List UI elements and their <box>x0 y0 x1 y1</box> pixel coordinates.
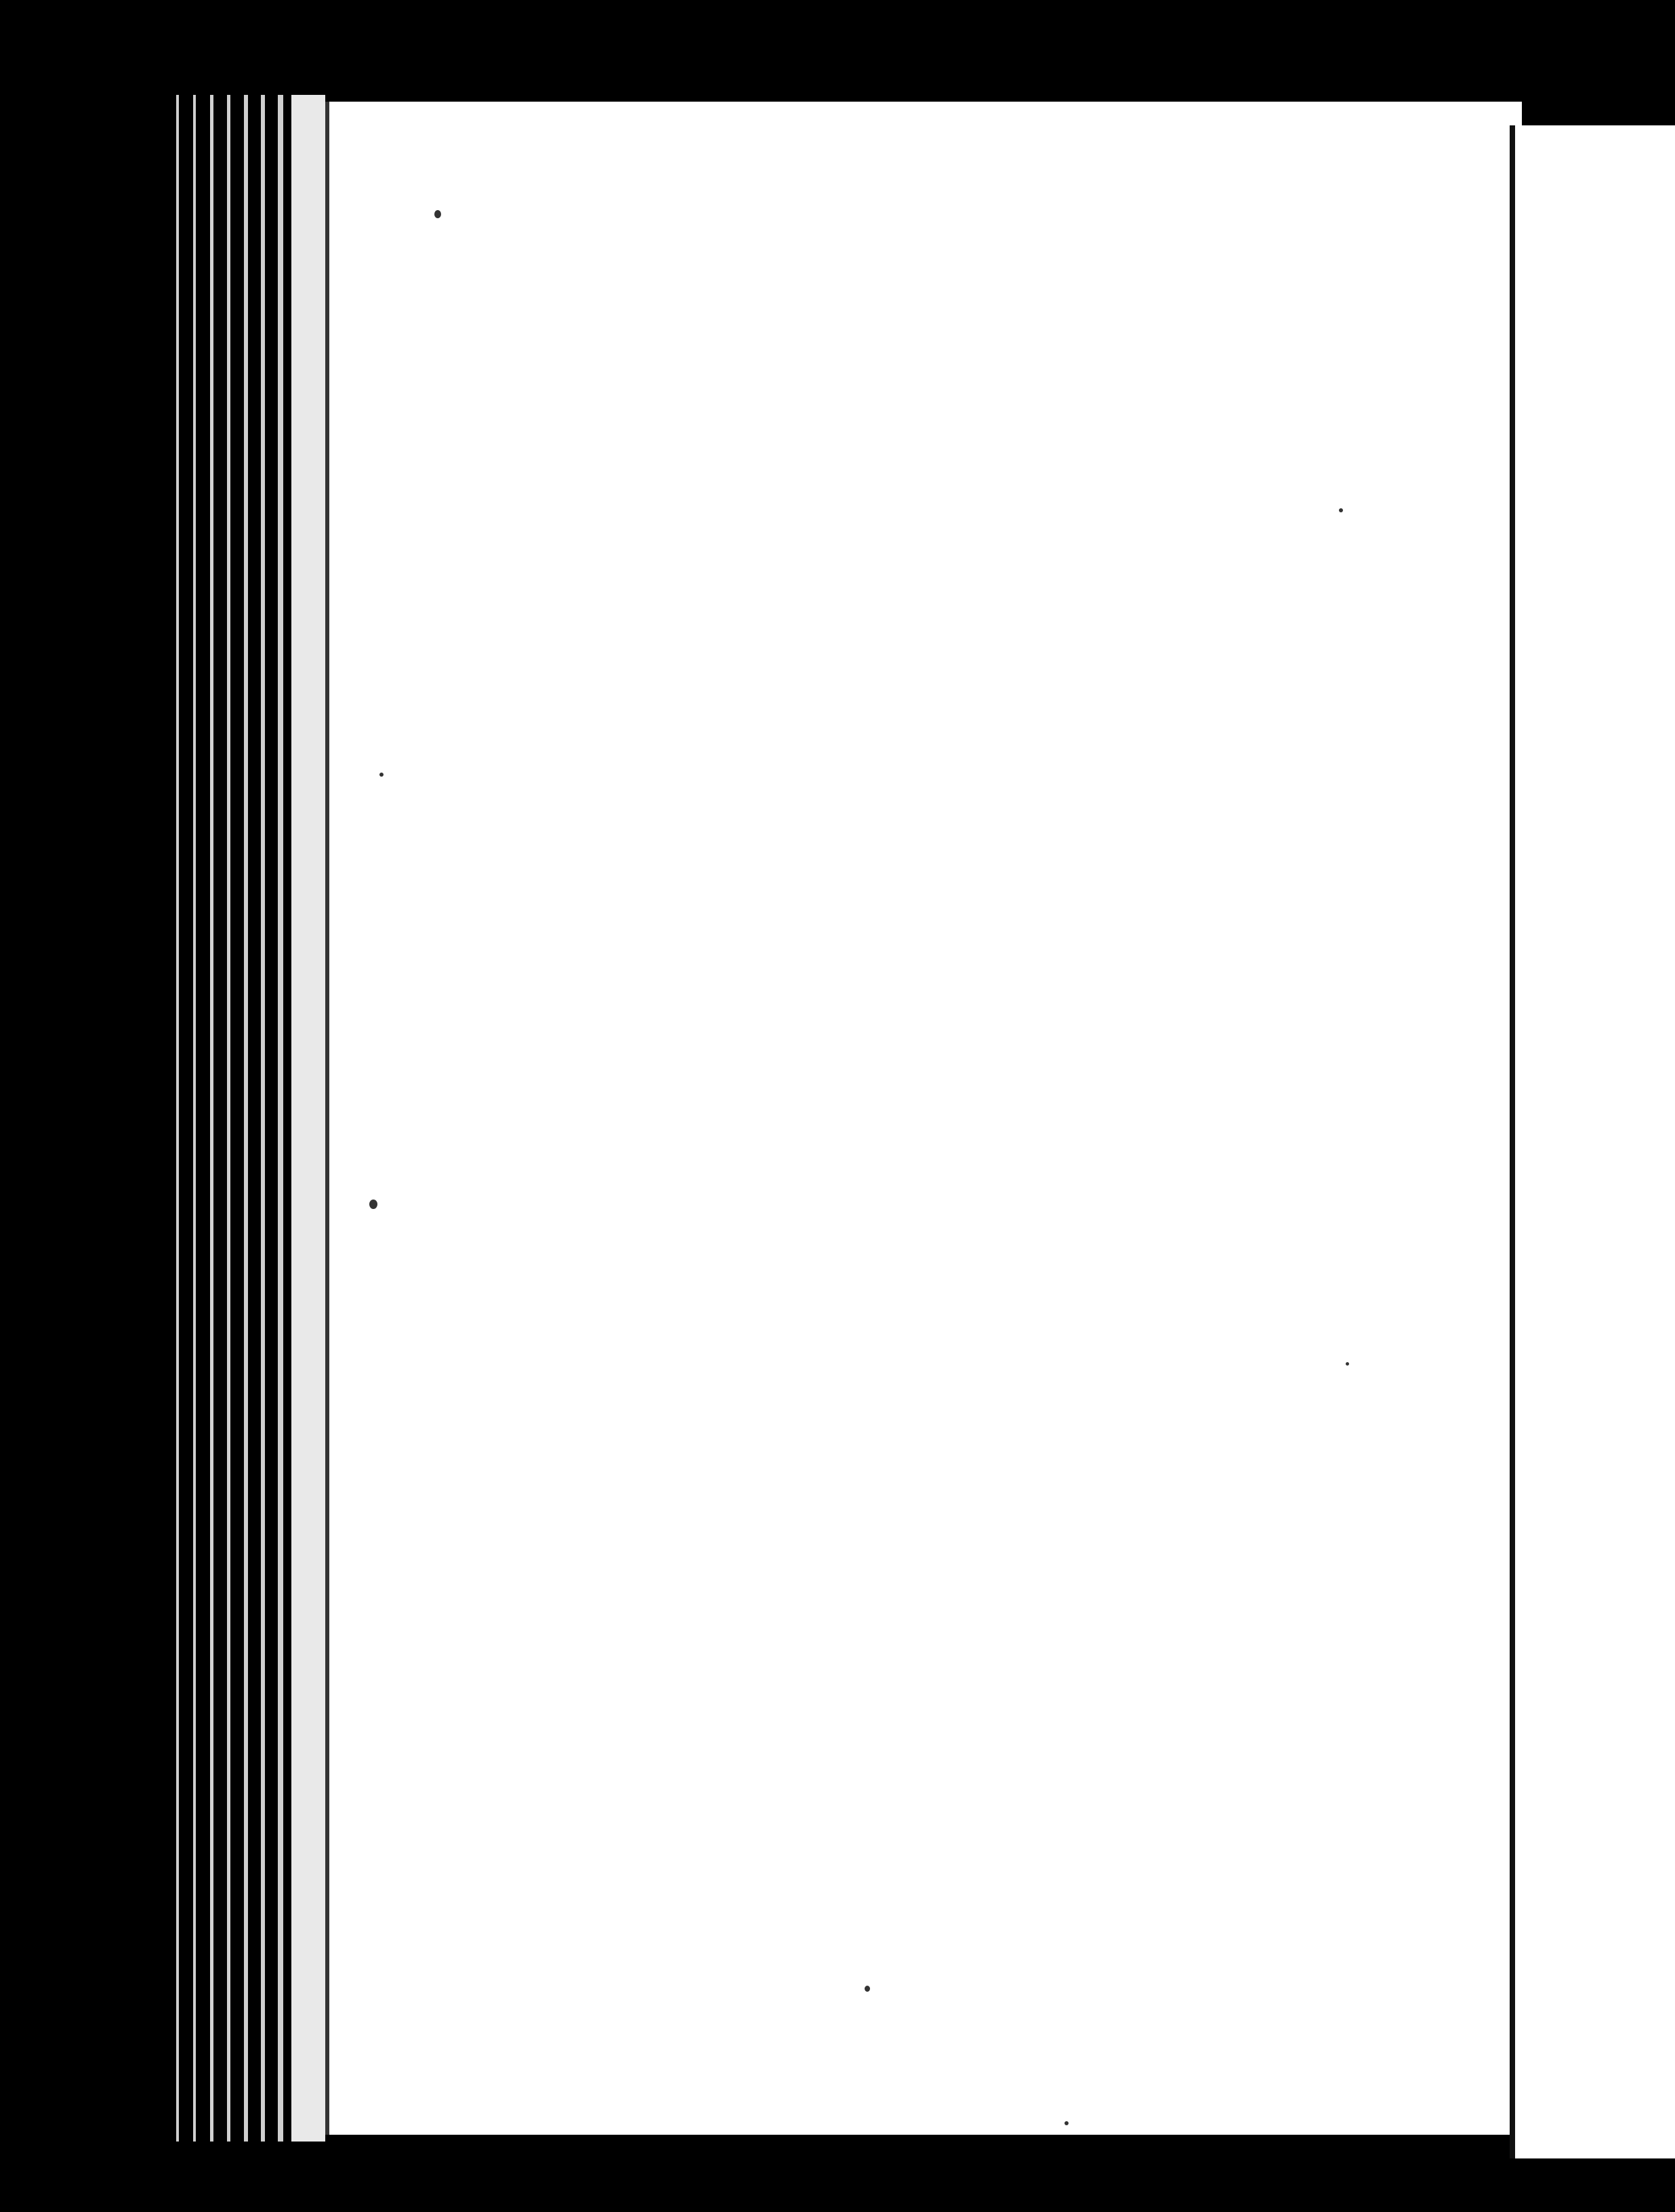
scan-speck <box>379 773 384 777</box>
scan-speck <box>865 1986 870 1992</box>
page-edge-line <box>261 95 265 2142</box>
page-edge-line <box>244 95 248 2142</box>
page-edges <box>163 95 318 2142</box>
scan-speck <box>369 1200 377 1209</box>
scan-speck <box>1346 1362 1349 1366</box>
page-edge-line <box>227 95 230 2142</box>
scan-speck <box>1339 508 1343 512</box>
book-page-right <box>1510 125 1675 2158</box>
scan-speck <box>434 210 441 218</box>
scan-speck <box>1064 2121 1069 2125</box>
page-edge-line <box>278 95 283 2142</box>
page-edge-line <box>210 95 213 2142</box>
book-page-left <box>325 102 1522 2135</box>
page-edge-line <box>176 95 179 2142</box>
page-edge-line <box>193 95 196 2142</box>
page-edge-block <box>291 95 325 2142</box>
